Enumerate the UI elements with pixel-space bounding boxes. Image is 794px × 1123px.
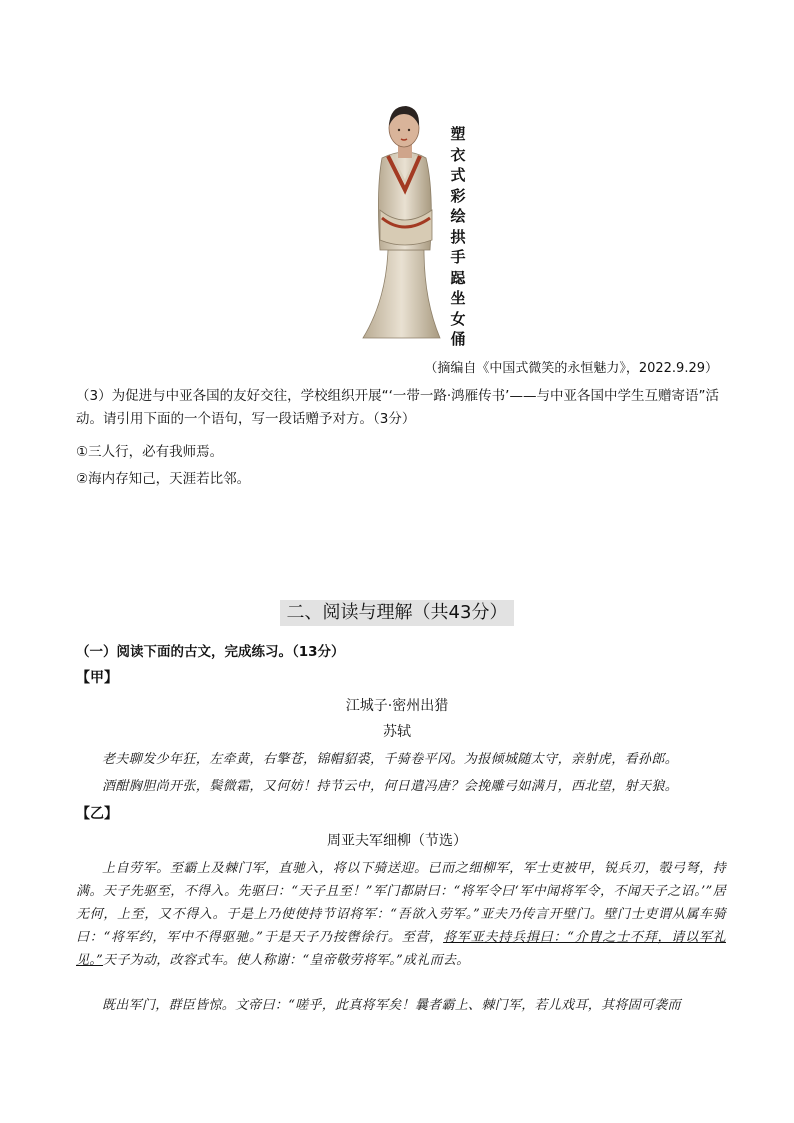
poem-line-2: 酒酣胸胆尚开张，鬓微霜，又何妨！持节云中，何日遣冯唐？会挽雕弓如满月，西北望，射天狼。 (102, 779, 679, 794)
caption-char: 式 (450, 166, 466, 184)
section-title: 二、阅读与理解（共43分） (280, 600, 514, 626)
source-citation: （摘编自《中国式微笑的永恒魅力》，2022.9.29） (424, 361, 718, 376)
prose-paragraph-1 (76, 857, 726, 972)
poem-title: 江城子·密州出猎 (345, 698, 449, 714)
poem-author: 苏轼 (383, 724, 411, 740)
prose-paragraph-1-part-a: 上自劳军。至霸上及棘门军，直驰入，将以下骑送迎。已而之细柳军，军士吏被甲，锐兵刃，彀弓弩，持满。天子先驱至，不得入。先驱曰：“天子且至！”军门都尉曰：“将军令曰‘军中闻将军令，不闻天子之诏。’”居无何，上至，又不得入。于是上乃使使持节诏将军：“吾欲入劳军。”亚夫乃传言开壁门。壁门士吏谓从属车骑曰：“将军约，军中不得驱驰。”于是天子乃按辔徐行。至营， (76, 861, 726, 945)
label-yi: 【乙】 (76, 806, 118, 822)
caption-char: 坐 (450, 289, 466, 307)
figure-caption-vertical (447, 124, 469, 350)
prose-paragraph-1-part-b: 天子为动，改容式车。使人称谢：“皇帝敬劳将军。”成礼而去。 (103, 953, 470, 968)
label-jia: 【甲】 (76, 670, 118, 686)
caption-char: 绘 (450, 207, 466, 225)
option-1: ①三人行，必有我师焉。 (76, 444, 224, 460)
prose-paragraph-2: 既出军门，群臣皆惊。文帝曰：“嗟乎，此真将军矣！曩者霸上、棘门军，若儿戏耳，其将固可袭而 (102, 998, 681, 1013)
caption-char: 跽 (450, 268, 466, 287)
caption-char: 彩 (450, 186, 466, 205)
subsection-heading: （一）阅读下面的古文，完成练习。（13分） (76, 644, 345, 660)
caption-char: 俑 (450, 330, 466, 348)
question-3: （3）为促进与中亚各国的友好交往，学校组织开展“‘一带一路·鸿雁传书’——与中亚各国中学生互赠寄语”活动。请引用下面的一个语句，写一段话赠予对方。（3分） (76, 388, 719, 427)
poem-line-1: 老夫聊发少年狂，左牵黄，右擎苍，锦帽貂裘，千骑卷平冈。为报倾城随太守，亲射虎，看孙郎。 (102, 752, 679, 767)
prose-title: 周亚夫军细柳（节选） (327, 833, 467, 849)
caption-char: 女 (450, 309, 466, 328)
option-2: ②海内存知己，天涯若比邻。 (76, 471, 251, 487)
caption-char: 拱 (450, 227, 466, 246)
caption-char: 塑 (450, 125, 466, 143)
underlined-sentence: 将军亚夫持兵揖曰：“介胄之士不拜，请以军礼见。” (76, 930, 726, 968)
caption-char: 手 (450, 248, 466, 266)
caption-char: 衣 (450, 145, 466, 164)
